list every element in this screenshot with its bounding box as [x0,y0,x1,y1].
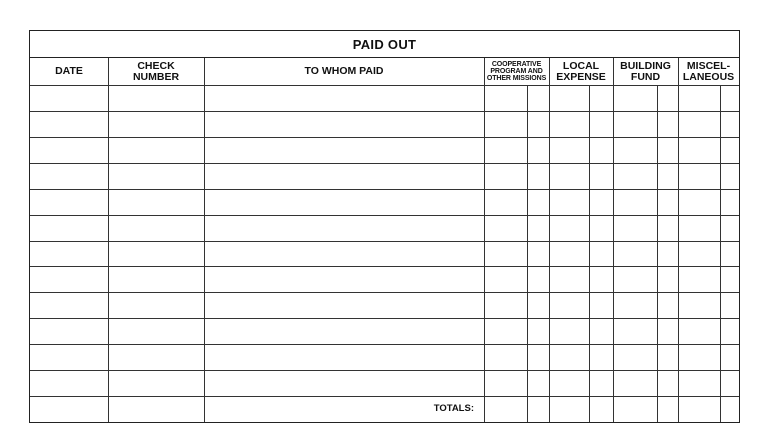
header-line: NUMBER [132,70,180,83]
cents-divider [589,85,590,422]
header-line: LANEOUS [682,70,735,83]
ledger-grid [30,58,739,422]
header-line: LOCAL [562,60,600,72]
row-divider [30,215,739,216]
row-divider [30,163,739,164]
column-header-building-fund [613,58,678,85]
cents-divider [657,85,658,422]
totals-label: TOTALS: [433,403,474,415]
row-divider [30,266,739,267]
column-header-check-number [108,58,204,85]
header-line: COOPERATIVE [491,61,542,68]
column-header-local-expense [549,58,613,85]
column-header-miscellaneous [678,58,739,85]
row-divider [30,396,739,397]
column-header-date [30,58,108,85]
cents-divider [527,85,528,422]
header-line: FUND [630,70,661,83]
row-divider [30,344,739,345]
row-divider [30,189,739,190]
row-divider [30,370,739,371]
column-header-to-whom-paid [204,58,484,85]
header-divider [30,85,739,86]
header-line: OTHER MISSIONS [486,75,547,82]
header-line: CHECK [137,60,175,72]
column-header-cooperative-program [484,58,549,85]
header-line: DATE [55,65,83,78]
form-title: PAID OUT [30,31,739,58]
row-divider [30,292,739,293]
row-divider [30,318,739,319]
header-line: PROGRAM AND [490,68,543,75]
row-divider [30,111,739,112]
cents-divider [720,85,721,422]
header-line: BUILDING [620,60,671,72]
header-line: MISCEL- [686,60,731,72]
paid-out-ledger-form [29,30,740,423]
header-line: TO WHOM PAID [304,65,384,78]
header-line: EXPENSE [556,70,606,83]
row-divider [30,137,739,138]
row-divider [30,241,739,242]
